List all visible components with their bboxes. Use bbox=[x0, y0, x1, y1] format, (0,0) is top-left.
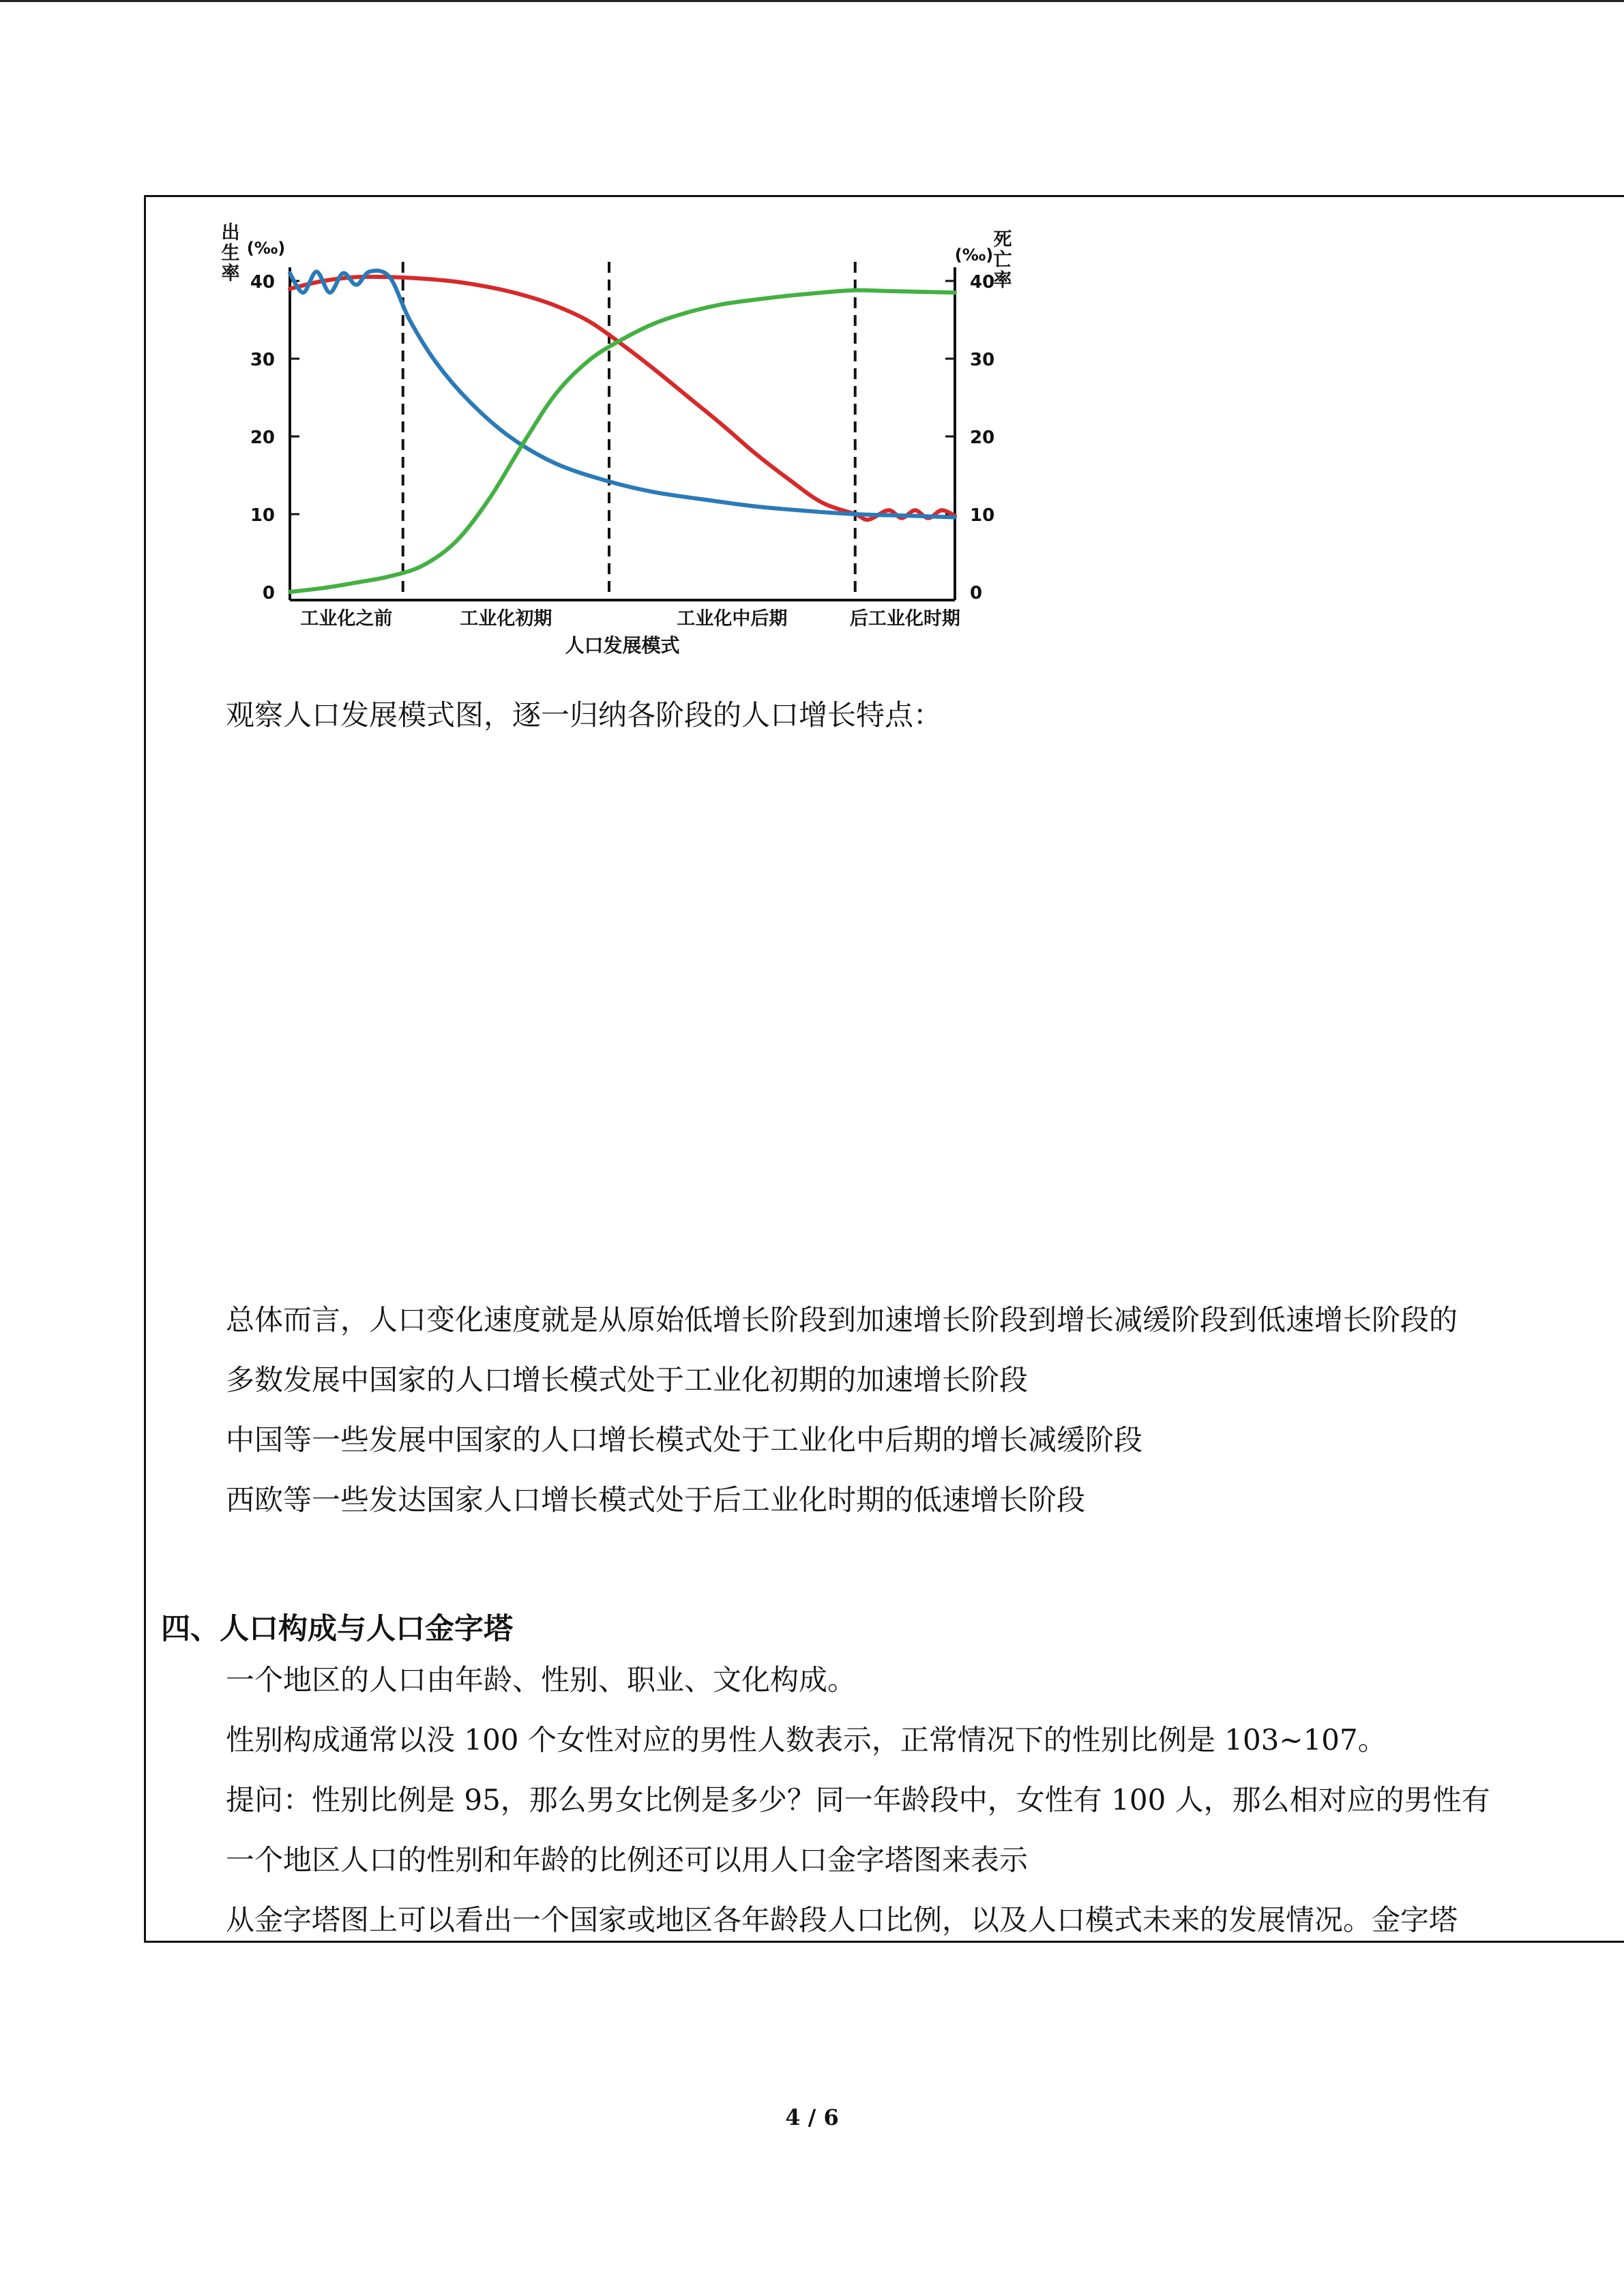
paragraph-developing: 多数发展中国家的人口增长模式处于工业化初期的加速增长阶段 bbox=[226, 1363, 1029, 1397]
chart-canvas bbox=[218, 218, 1037, 655]
paragraph-pyramid-view: 从金字塔图上可以看出一个国家或地区各年龄段人口比例，以及人口模式未来的发展情况。金字塔 bbox=[226, 1903, 1458, 1937]
stage-label: 工业化之前 bbox=[300, 608, 393, 629]
right-axis-unit: (‰) bbox=[954, 245, 994, 265]
left-tick-label: 10 bbox=[250, 505, 275, 526]
left-tick-label: 0 bbox=[262, 583, 275, 603]
right-tick-label: 20 bbox=[970, 428, 995, 448]
paragraph-china: 中国等一些发展中国家的人口增长模式处于工业化中后期的增长减缓阶段 bbox=[226, 1423, 1143, 1457]
paragraph-sex-ratio: 性别构成通常以没 100 个女性对应的男性人数表示，正常情况下的性别比例是 103~107。 bbox=[226, 1723, 1387, 1757]
left-tick-label: 30 bbox=[250, 350, 275, 370]
right-tick-label: 10 bbox=[970, 505, 995, 526]
paragraph-structure: 一个地区的人口由年龄、性别、职业、文化构成。 bbox=[226, 1663, 857, 1697]
stage-label: 工业化中后期 bbox=[677, 608, 788, 629]
paragraph-question: 提问：性别比例是 95，那么男女比例是多少？同一年龄段中，女性有 100 人，那么相对应的男性有 bbox=[226, 1783, 1490, 1817]
right-axis-title-char: 亡 bbox=[993, 250, 1012, 271]
stage-label: 工业化初期 bbox=[460, 608, 552, 629]
x-axis-title: 人口发展模式 bbox=[565, 634, 680, 657]
page-number: 4 / 6 bbox=[785, 2104, 839, 2130]
section-heading-four: 四、人口构成与人口金字塔 bbox=[161, 1612, 513, 1646]
stage-label: 后工业化时期 bbox=[849, 608, 960, 629]
top-rule bbox=[0, 0, 1624, 2]
population-model-chart bbox=[218, 218, 1037, 657]
left-tick-label: 40 bbox=[250, 272, 275, 293]
paragraph-west: 西欧等一些发达国家人口增长模式处于后工业化时期的低速增长阶段 bbox=[226, 1483, 1086, 1517]
left-axis-unit: (‰) bbox=[246, 239, 286, 258]
left-axis-title-char: 出 bbox=[221, 222, 240, 243]
left-axis-title-char: 率 bbox=[221, 263, 240, 284]
paragraph-overall: 总体而言，人口变化速度就是从原始低增长阶段到加速增长阶段到增长减缓阶段到低速增长阶段的 bbox=[226, 1303, 1458, 1337]
left-axis-title-char: 生 bbox=[221, 243, 240, 264]
left-tick-label: 20 bbox=[250, 428, 275, 448]
paragraph-pyramid: 一个地区人口的性别和年龄的比例还可以用人口金字塔图来表示 bbox=[226, 1843, 1029, 1877]
right-axis-title-char: 率 bbox=[993, 270, 1012, 291]
right-tick-label: 30 bbox=[970, 350, 995, 370]
right-axis-title-char: 死 bbox=[993, 229, 1012, 250]
paragraph-observe: 观察人口发展模式图，逐一归纳各阶段的人口增长特点： bbox=[226, 698, 943, 732]
right-tick-label: 40 bbox=[970, 272, 995, 293]
right-tick-label: 0 bbox=[970, 583, 983, 603]
